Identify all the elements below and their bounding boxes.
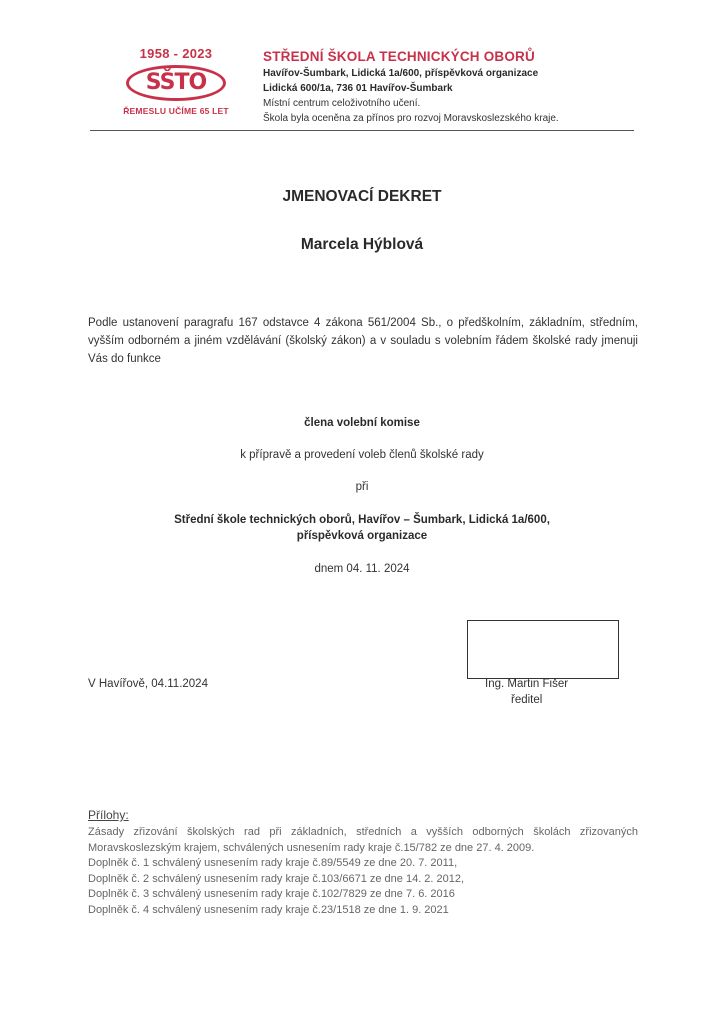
- appointment-role: člena volební komise: [304, 417, 420, 429]
- logo-years: 1958 - 2023: [139, 46, 213, 61]
- appointee-name: Marcela Hýblová: [300, 236, 424, 253]
- attachments-list: [88, 825, 638, 918]
- school-logo: [118, 46, 234, 126]
- logo-motto: ŘEMESLU UČÍME 65 LET: [123, 106, 229, 116]
- attachment-item: Doplněk č. 2 schválený usnesením rady kraje č.103/6671 ze dne 14. 2. 2012,: [88, 872, 465, 885]
- place-and-date: V Havířově, 04.11.2024: [88, 678, 208, 690]
- header-divider: [90, 130, 634, 131]
- document-title: JMENOVACÍ DEKRET: [282, 188, 442, 205]
- logo-oval: [126, 65, 226, 101]
- logo-mark: SŠTO: [145, 70, 207, 95]
- school-name: STŘEDNÍ ŠKOLA TECHNICKÝCH OBORŮ: [263, 49, 535, 64]
- signer-role: ředitel: [511, 694, 543, 706]
- school-line-2: příspěvková organizace: [296, 530, 428, 542]
- attachment-item: Doplněk č. 4 schválený usnesením rady kraje č.23/1518 ze dne 1. 9. 2021: [88, 903, 449, 916]
- note-line-1: Místní centrum celoživotního učení.: [263, 98, 421, 109]
- intro-paragraph: Podle ustanovení paragrafu 167 odstavce 4 zákona 561/2004 Sb., o předškolním, základním, středním, vyšším odborném a jiném vzdělávání (školský zákon) a v souladu s volebním řádem školské rady jmenuji Vás do funkce: [88, 317, 638, 365]
- letterhead: [263, 48, 663, 126]
- attachment-item: Doplněk č. 1 schválený usnesením rady kraje č.89/5549 ze dne 20. 7. 2011,: [88, 857, 458, 869]
- signature-box: [467, 620, 619, 679]
- attachment-item: Doplněk č. 3 schválený usnesením rady kraje č.102/7829 ze dne 7. 6. 2016: [88, 888, 455, 900]
- attachments-heading: Přílohy:: [88, 808, 129, 822]
- address-line-1: Havířov-Šumbark, Lidická 1a/600, příspěvková organizace: [263, 68, 539, 79]
- signer-name: Ing. Martin Fišer: [485, 678, 569, 690]
- attachment-item: Zásady zřizování školských rad při základních, středních a vyšších odborných školách zřizovaných Moravskoslezským krajem, schválených usnesením rady kraje č.15/782 ze dne 27. 4. 2009.: [88, 826, 638, 854]
- address-line-2: Lidická 600/1a, 736 01 Havířov-Šumbark: [263, 83, 453, 94]
- effective-date: dnem 04. 11. 2024: [314, 563, 410, 575]
- school-line-1: Střední škole technických oborů, Havířov – Šumbark, Lidická 1a/600,: [174, 514, 550, 526]
- appointment-purpose: k přípravě a provedení voleb členů školské rady: [240, 449, 484, 461]
- appointment-at: při: [355, 481, 369, 493]
- note-line-2: Škola byla oceněna za přínos pro rozvoj Moravskoslezského kraje.: [263, 113, 559, 124]
